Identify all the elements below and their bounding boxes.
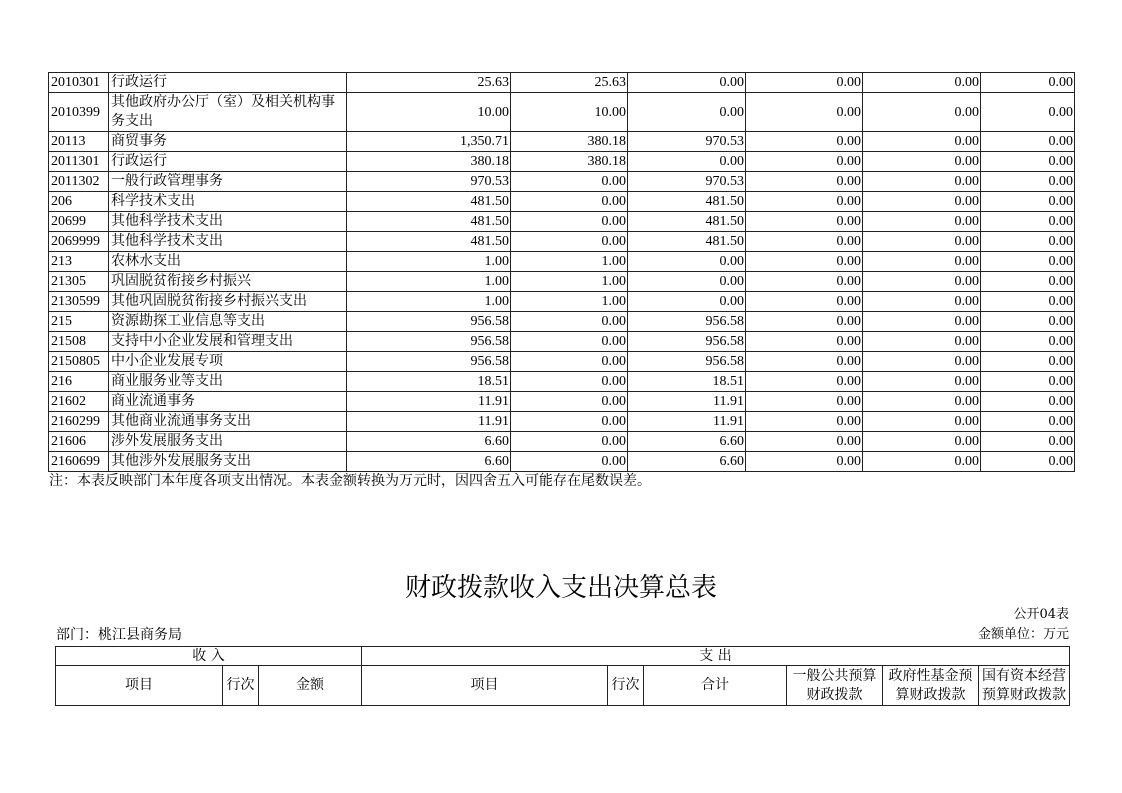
amount-cell: 0.00 bbox=[981, 392, 1075, 412]
amount-unit-label: 金额单位：万元 bbox=[977, 627, 1069, 642]
subject-name: 其他涉外发展服务支出 bbox=[109, 452, 347, 472]
subject-name: 其他科学技术支出 bbox=[109, 232, 347, 252]
amount-cell: 380.18 bbox=[347, 152, 511, 172]
amount-cell: 0.00 bbox=[981, 132, 1075, 152]
table-row bbox=[49, 432, 1075, 452]
amount-cell: 0.00 bbox=[746, 232, 863, 252]
amount-cell: 0.00 bbox=[863, 212, 981, 232]
subject-name: 商贸事务 bbox=[109, 132, 347, 152]
amount-cell: 0.00 bbox=[981, 252, 1075, 272]
amount-cell: 10.00 bbox=[347, 93, 511, 132]
income-line-no-header: 行次 bbox=[223, 666, 259, 706]
subject-name: 巩固脱贫衔接乡村振兴 bbox=[109, 272, 347, 292]
amount-cell: 970.53 bbox=[347, 172, 511, 192]
amount-cell: 0.00 bbox=[746, 212, 863, 232]
amount-cell: 481.50 bbox=[347, 232, 511, 252]
amount-cell: 0.00 bbox=[981, 152, 1075, 172]
amount-cell: 0.00 bbox=[628, 73, 746, 93]
amount-cell: 0.00 bbox=[511, 232, 628, 252]
amount-cell: 0.00 bbox=[863, 272, 981, 292]
amount-cell: 0.00 bbox=[511, 412, 628, 432]
table-row bbox=[49, 312, 1075, 332]
subject-name: 其他政府办公厅（室）及相关机构事务支出 bbox=[109, 93, 347, 132]
subject-code: 2010301 bbox=[49, 73, 109, 93]
table-row bbox=[49, 172, 1075, 192]
amount-cell: 0.00 bbox=[746, 73, 863, 93]
table-note: 注：本表反映部门本年度各项支出情况。本表金额转换为万元时，因四舍五入可能存在尾数误差。 bbox=[49, 473, 651, 489]
amount-cell: 0.00 bbox=[746, 372, 863, 392]
table-row bbox=[49, 412, 1075, 432]
amount-cell: 0.00 bbox=[863, 93, 981, 132]
amount-cell: 0.00 bbox=[981, 192, 1075, 212]
subject-name: 支持中小企业发展和管理支出 bbox=[109, 332, 347, 352]
amount-cell: 0.00 bbox=[511, 172, 628, 192]
amount-cell: 0.00 bbox=[981, 93, 1075, 132]
subject-name: 农林水支出 bbox=[109, 252, 347, 272]
amount-cell: 0.00 bbox=[511, 392, 628, 412]
amount-cell: 0.00 bbox=[863, 152, 981, 172]
amount-cell: 0.00 bbox=[746, 152, 863, 172]
subject-name: 行政运行 bbox=[109, 73, 347, 93]
table-row bbox=[49, 152, 1075, 172]
subject-name: 其他科学技术支出 bbox=[109, 212, 347, 232]
amount-cell: 0.00 bbox=[981, 172, 1075, 192]
table-row bbox=[49, 332, 1075, 352]
amount-cell: 10.00 bbox=[511, 93, 628, 132]
amount-cell: 0.00 bbox=[863, 73, 981, 93]
table-row bbox=[49, 73, 1075, 93]
amount-cell: 0.00 bbox=[981, 412, 1075, 432]
summary-table bbox=[55, 646, 1070, 706]
amount-cell: 0.00 bbox=[746, 272, 863, 292]
subject-code: 2011301 bbox=[49, 152, 109, 172]
table-row bbox=[49, 93, 1075, 132]
amount-cell: 0.00 bbox=[863, 252, 981, 272]
table-row bbox=[49, 452, 1075, 472]
income-item-header: 项目 bbox=[56, 666, 223, 706]
amount-cell: 1.00 bbox=[347, 292, 511, 312]
amount-cell: 11.91 bbox=[628, 412, 746, 432]
subject-code: 213 bbox=[49, 252, 109, 272]
amount-cell: 481.50 bbox=[628, 232, 746, 252]
expense-item-header: 项目 bbox=[362, 666, 608, 706]
amount-cell: 0.00 bbox=[511, 332, 628, 352]
subject-code: 20113 bbox=[49, 132, 109, 152]
amount-cell: 0.00 bbox=[981, 312, 1075, 332]
expenditure-table bbox=[48, 72, 1075, 472]
amount-cell: 0.00 bbox=[863, 452, 981, 472]
amount-cell: 0.00 bbox=[863, 312, 981, 332]
amount-cell: 481.50 bbox=[347, 192, 511, 212]
amount-cell: 6.60 bbox=[347, 452, 511, 472]
amount-cell: 11.91 bbox=[347, 412, 511, 432]
income-amount-header: 金额 bbox=[259, 666, 362, 706]
amount-cell: 0.00 bbox=[746, 252, 863, 272]
amount-cell: 0.00 bbox=[746, 432, 863, 452]
subject-code: 21606 bbox=[49, 432, 109, 452]
amount-cell: 0.00 bbox=[981, 73, 1075, 93]
table-row bbox=[49, 372, 1075, 392]
subject-name: 其他巩固脱贫衔接乡村振兴支出 bbox=[109, 292, 347, 312]
amount-cell: 0.00 bbox=[746, 192, 863, 212]
amount-cell: 0.00 bbox=[511, 212, 628, 232]
amount-cell: 0.00 bbox=[863, 412, 981, 432]
amount-cell: 0.00 bbox=[863, 292, 981, 312]
amount-cell: 380.18 bbox=[511, 152, 628, 172]
amount-cell: 956.58 bbox=[347, 352, 511, 372]
subject-name: 科学技术支出 bbox=[109, 192, 347, 212]
subject-name: 行政运行 bbox=[109, 152, 347, 172]
amount-cell: 0.00 bbox=[863, 392, 981, 412]
subject-code: 21602 bbox=[49, 392, 109, 412]
subject-name: 涉外发展服务支出 bbox=[109, 432, 347, 452]
subject-name: 其他商业流通事务支出 bbox=[109, 412, 347, 432]
amount-cell: 0.00 bbox=[863, 132, 981, 152]
amount-cell: 0.00 bbox=[981, 372, 1075, 392]
summary-header-row-2 bbox=[56, 666, 1070, 706]
subject-name: 资源勘探工业信息等支出 bbox=[109, 312, 347, 332]
amount-cell: 0.00 bbox=[746, 172, 863, 192]
amount-cell: 6.60 bbox=[347, 432, 511, 452]
amount-cell: 0.00 bbox=[981, 452, 1075, 472]
amount-cell: 956.58 bbox=[628, 352, 746, 372]
amount-cell: 0.00 bbox=[511, 352, 628, 372]
subject-code: 21305 bbox=[49, 272, 109, 292]
amount-cell: 956.58 bbox=[628, 332, 746, 352]
subject-name: 中小企业发展专项 bbox=[109, 352, 347, 372]
amount-cell: 0.00 bbox=[863, 192, 981, 212]
amount-cell: 481.50 bbox=[628, 212, 746, 232]
income-header: 收 入 bbox=[56, 647, 362, 666]
amount-cell: 18.51 bbox=[347, 372, 511, 392]
subject-code: 21508 bbox=[49, 332, 109, 352]
amount-cell: 481.50 bbox=[628, 192, 746, 212]
amount-cell: 0.00 bbox=[628, 93, 746, 132]
subject-code: 2069999 bbox=[49, 232, 109, 252]
amount-cell: 956.58 bbox=[347, 312, 511, 332]
subject-name: 商业服务业等支出 bbox=[109, 372, 347, 392]
amount-cell: 25.63 bbox=[511, 73, 628, 93]
subject-name: 一般行政管理事务 bbox=[109, 172, 347, 192]
amount-cell: 6.60 bbox=[628, 432, 746, 452]
page-title: 财政拨款收入支出决算总表 bbox=[404, 573, 717, 603]
amount-cell: 0.00 bbox=[511, 192, 628, 212]
amount-cell: 18.51 bbox=[628, 372, 746, 392]
amount-cell: 0.00 bbox=[863, 172, 981, 192]
amount-cell: 0.00 bbox=[746, 312, 863, 332]
subject-code: 206 bbox=[49, 192, 109, 212]
table-row bbox=[49, 132, 1075, 152]
table-row bbox=[49, 232, 1075, 252]
amount-cell: 0.00 bbox=[863, 332, 981, 352]
amount-cell: 0.00 bbox=[628, 292, 746, 312]
amount-cell: 1.00 bbox=[511, 292, 628, 312]
table-row bbox=[49, 292, 1075, 312]
amount-cell: 970.53 bbox=[628, 172, 746, 192]
expense-total-header: 合计 bbox=[644, 666, 787, 706]
amount-cell: 0.00 bbox=[981, 292, 1075, 312]
form-number: 公开04表 bbox=[1013, 607, 1069, 622]
amount-cell: 0.00 bbox=[628, 272, 746, 292]
expense-header: 支 出 bbox=[362, 647, 1070, 666]
subject-code: 2130599 bbox=[49, 292, 109, 312]
amount-cell: 0.00 bbox=[981, 272, 1075, 292]
subject-code: 20699 bbox=[49, 212, 109, 232]
subject-name: 商业流通事务 bbox=[109, 392, 347, 412]
amount-cell: 0.00 bbox=[746, 452, 863, 472]
amount-cell: 0.00 bbox=[863, 232, 981, 252]
amount-cell: 0.00 bbox=[511, 452, 628, 472]
amount-cell: 0.00 bbox=[746, 412, 863, 432]
table-row bbox=[49, 352, 1075, 372]
amount-cell: 25.63 bbox=[347, 73, 511, 93]
amount-cell: 970.53 bbox=[628, 132, 746, 152]
amount-cell: 0.00 bbox=[981, 332, 1075, 352]
amount-cell: 0.00 bbox=[746, 392, 863, 412]
amount-cell: 0.00 bbox=[746, 132, 863, 152]
general-budget-header: 一般公共预算财政拨款 bbox=[787, 666, 883, 706]
amount-cell: 0.00 bbox=[981, 432, 1075, 452]
amount-cell: 0.00 bbox=[746, 93, 863, 132]
fund-budget-header: 政府性基金预算财政拨款 bbox=[883, 666, 979, 706]
amount-cell: 0.00 bbox=[511, 372, 628, 392]
amount-cell: 0.00 bbox=[746, 352, 863, 372]
amount-cell: 0.00 bbox=[863, 432, 981, 452]
state-capital-budget-header: 国有资本经营预算财政拨款 bbox=[979, 666, 1070, 706]
amount-cell: 0.00 bbox=[981, 232, 1075, 252]
table-row bbox=[49, 392, 1075, 412]
table-row bbox=[49, 212, 1075, 232]
amount-cell: 0.00 bbox=[511, 312, 628, 332]
subject-code: 215 bbox=[49, 312, 109, 332]
amount-cell: 0.00 bbox=[863, 372, 981, 392]
amount-cell: 1.00 bbox=[347, 252, 511, 272]
amount-cell: 956.58 bbox=[628, 312, 746, 332]
amount-cell: 0.00 bbox=[746, 292, 863, 312]
amount-cell: 1.00 bbox=[347, 272, 511, 292]
amount-cell: 0.00 bbox=[628, 152, 746, 172]
subject-code: 2160699 bbox=[49, 452, 109, 472]
amount-cell: 1.00 bbox=[511, 252, 628, 272]
table-row bbox=[49, 252, 1075, 272]
amount-cell: 956.58 bbox=[347, 332, 511, 352]
amount-cell: 1.00 bbox=[511, 272, 628, 292]
amount-cell: 0.00 bbox=[628, 252, 746, 272]
amount-cell: 6.60 bbox=[628, 452, 746, 472]
subject-code: 2150805 bbox=[49, 352, 109, 372]
amount-cell: 11.91 bbox=[628, 392, 746, 412]
summary-header-row-1 bbox=[56, 647, 1070, 666]
expenditure-table-body bbox=[49, 73, 1075, 472]
subject-code: 216 bbox=[49, 372, 109, 392]
amount-cell: 0.00 bbox=[511, 432, 628, 452]
table-row bbox=[49, 192, 1075, 212]
subject-code: 2011302 bbox=[49, 172, 109, 192]
subject-code: 2160299 bbox=[49, 412, 109, 432]
amount-cell: 380.18 bbox=[511, 132, 628, 152]
amount-cell: 0.00 bbox=[746, 332, 863, 352]
amount-cell: 0.00 bbox=[863, 352, 981, 372]
department-label: 部门：桃江县商务局 bbox=[56, 627, 182, 643]
amount-cell: 0.00 bbox=[981, 212, 1075, 232]
amount-cell: 481.50 bbox=[347, 212, 511, 232]
amount-cell: 0.00 bbox=[981, 352, 1075, 372]
table-row bbox=[49, 272, 1075, 292]
amount-cell: 11.91 bbox=[347, 392, 511, 412]
expense-line-no-header: 行次 bbox=[608, 666, 644, 706]
subject-code: 2010399 bbox=[49, 93, 109, 132]
amount-cell: 1,350.71 bbox=[347, 132, 511, 152]
